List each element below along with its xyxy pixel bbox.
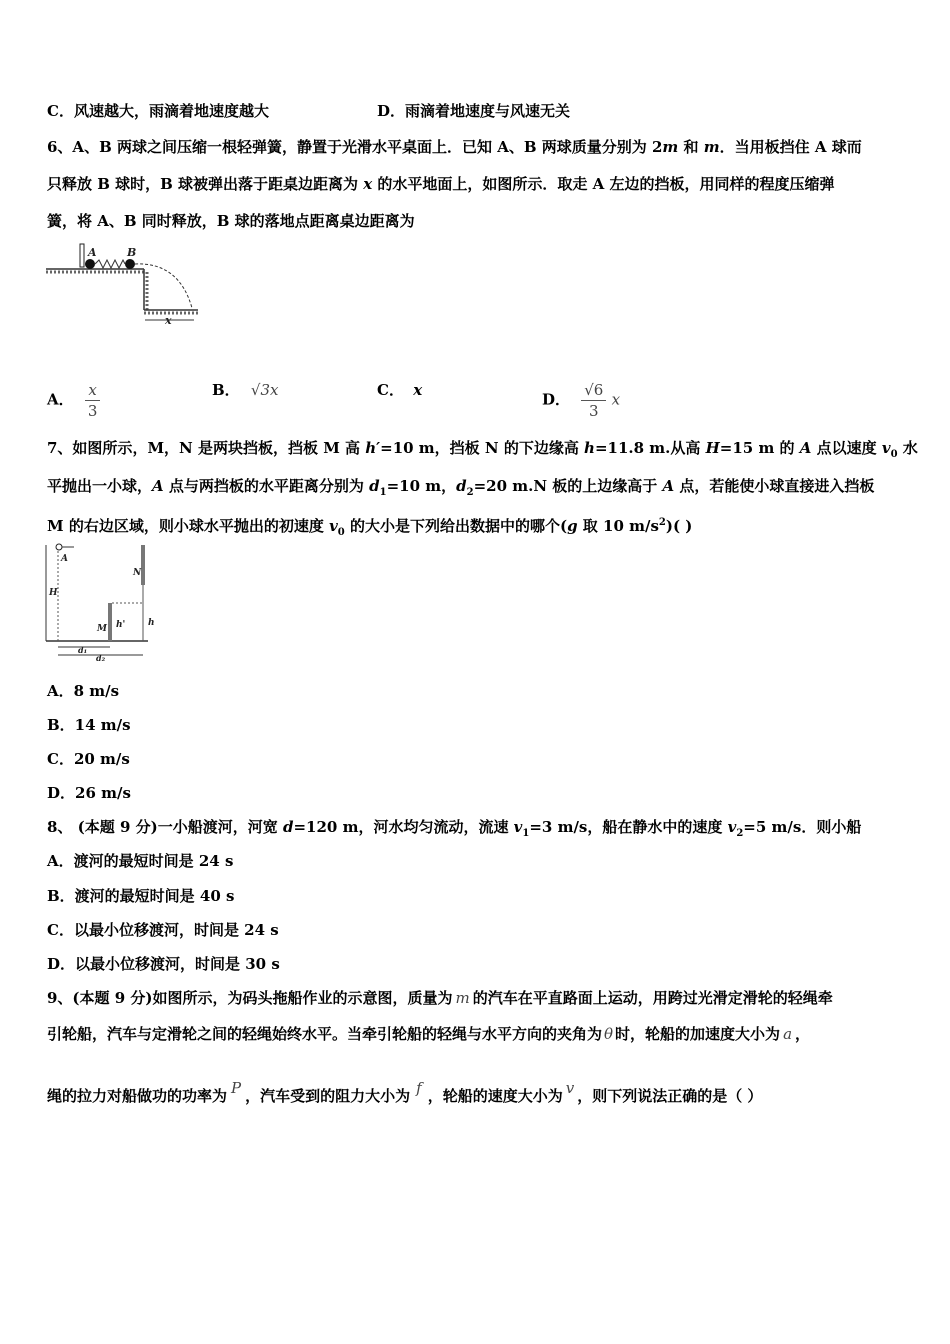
q6-option-d: D． $\frac{√6}{3}$ x: [542, 381, 621, 420]
label-b: B: [127, 246, 137, 259]
label-n: N: [133, 568, 142, 578]
q7-stem-line-1: 7、如图所示，M，N 是两块挡板，挡板 M 高 h′=10 m，挡板 N 的下边缘高 h=11.8 m.从高 H=15 m 的 A 点以速度 $v_0$ 水: [47, 439, 918, 460]
label-h: h: [148, 618, 155, 628]
q6-figure: [44, 242, 200, 326]
point-a: [56, 544, 62, 550]
q7-figure: [44, 543, 156, 663]
q9-stem-line-2: 引轮船，汽车与定滑轮之间的轻绳始终水平。当牵引轮船的轻绳与水平方向的夹角为 θ 时，轮船的加速度大小为 a ，: [47, 1025, 811, 1043]
q6-option-b: B． √3x: [212, 381, 279, 399]
spring: [95, 260, 125, 268]
q7-option-b: B．14 m/s: [47, 716, 131, 734]
q9-stem-line-1: 9、(本题 9 分)如图所示，为码头拖船作业的示意图，质量为 m 的汽车在平直路面上运动，用跨过光滑定滑轮的轻绳牵: [47, 989, 833, 1007]
q7-stem-line-2: 平抛出一小球，A 点与两挡板的水平距离分别为 $d_1=10$ m，$d_2=20$ m.N 板的上边缘高于 A 点，若能使小球直接进入挡板: [47, 477, 875, 498]
q6-option-a: A． $\frac{x}{3}$: [47, 380, 100, 421]
q6-option-c: C． x: [377, 381, 423, 399]
label-x: x: [165, 314, 172, 326]
label-a: A: [61, 554, 68, 564]
blocking-board: [80, 244, 84, 267]
q5-option-d: D．雨滴着地速度与风速无关: [377, 102, 571, 120]
q8-stem: 8、 (本题 9 分)一小船渡河，河宽 d=120 m，河水均匀流动，流速 $v_1=3$ m/s，船在静水中的速度 $v_2=5$ m/s．则小船: [47, 818, 862, 839]
q9-stem-line-3: 绳的拉力对船做功的功率为 P ，汽车受到的阻力大小为 f ，轮船的速度大小为 v ，则下列说法正确的是（ ）: [47, 1079, 763, 1105]
label-d2: d₂: [96, 653, 106, 663]
q7-stem-line-3: M 的右边区域，则小球水平抛出的初速度 $v_0$ 的大小是下列给出数据中的哪个(g 取 10 $m/s^2$)( ): [47, 517, 693, 538]
q7-option-d: D．26 m/s: [47, 784, 131, 802]
label-a: A: [88, 246, 97, 259]
q7-option-c: C．20 m/s: [47, 750, 130, 768]
label-h-prime: h': [116, 620, 126, 630]
q8-option-c: C．以最小位移渡河，时间是 24 s: [47, 921, 279, 939]
board-n: [141, 545, 145, 585]
q8-option-b: B．渡河的最短时间是 40 s: [47, 887, 235, 905]
q8-option-d: D．以最小位移渡河，时间是 30 s: [47, 955, 280, 973]
q7-option-a: A．8 m/s: [47, 682, 120, 700]
q8-option-a: A．渡河的最短时间是 24 s: [47, 852, 234, 870]
q5-option-c: C．风速越大，雨滴着地速度越大: [47, 102, 269, 120]
q6-stem-line-2: 只释放 B 球时，B 球被弹出落于距桌边距离为 x 的水平地面上，如图所示．取走 A 左边的挡板，用同样的程度压缩弹: [47, 175, 835, 193]
label-m: M: [97, 624, 107, 634]
label-h-big: H: [49, 588, 58, 598]
ball-a: [85, 259, 95, 269]
label-d1: d₁: [78, 645, 88, 655]
q6-stem-line-3: 簧，将 A、B 同时释放，B 球的落地点距离桌边距离为: [47, 212, 415, 230]
q6-stem-line-1: 6、A、B 两球之间压缩一根轻弹簧，静置于光滑水平桌面上．已知 A、B 两球质量分别为 2m 和 m．当用板挡住 A 球而: [47, 138, 862, 156]
ball-b: [125, 259, 135, 269]
board-m: [108, 603, 112, 641]
table-surface: [46, 269, 198, 313]
